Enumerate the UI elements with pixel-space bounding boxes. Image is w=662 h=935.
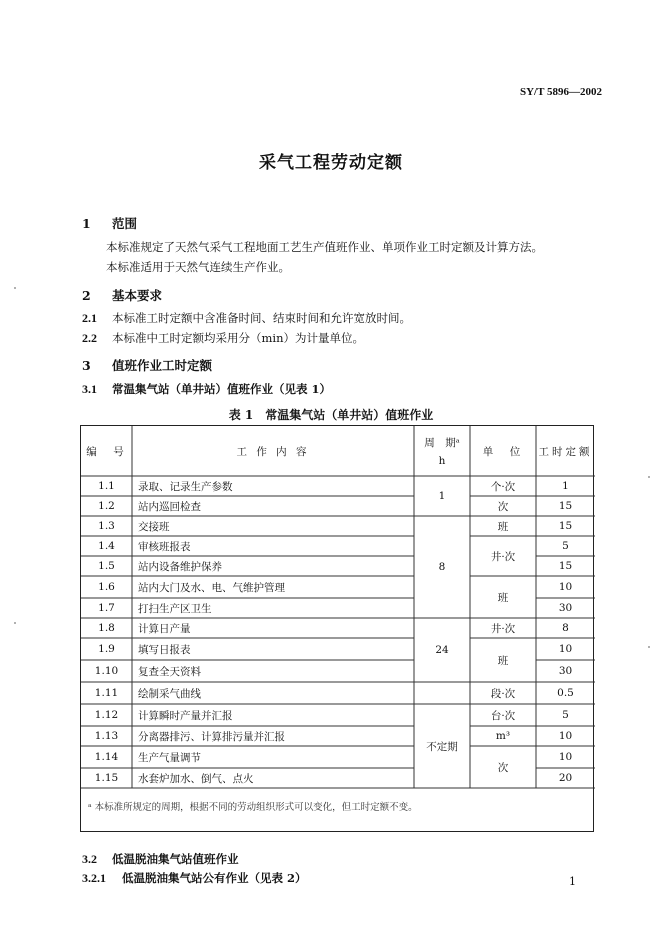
row-number: 1.9: [98, 643, 115, 655]
quota-table: [80, 425, 594, 832]
paragraph: 本标准规定了天然气采气工程地面工艺生产值班作业、单项作业工时定额及计算方法。: [106, 240, 543, 254]
row-number: 1.12: [94, 709, 119, 721]
row-content: 计算瞬时产量并汇报: [138, 709, 233, 722]
header-content: 工 作 内 容: [236, 445, 310, 458]
row-content: 水套炉加水、倒气、点火: [138, 772, 254, 785]
row-number: 1.15: [94, 772, 119, 784]
unit-cell: 台·次: [490, 709, 516, 722]
clause-2-1: [82, 310, 411, 326]
section-title: 基本要求: [112, 288, 163, 303]
unit-cell: m³: [495, 730, 511, 742]
row-quota: 5: [562, 709, 569, 721]
row-number: 1.1: [98, 480, 115, 492]
row-number: 1.7: [98, 602, 115, 614]
clause-3-1: [82, 381, 331, 397]
clause-text: 低温脱油集气站公有作业（见表 2）: [122, 871, 307, 885]
clause-3-2: [82, 851, 239, 867]
row-quota: 20: [558, 772, 573, 784]
clause-number: 3.2: [82, 852, 97, 866]
row-quota: 10: [558, 751, 573, 763]
row-content: 站内设备维护保养: [138, 560, 222, 573]
row-content: 生产气量调节: [138, 751, 201, 764]
section-heading-1: [82, 214, 137, 232]
row-content: 打扫生产区卫生: [138, 602, 212, 615]
row-quota: 10: [558, 730, 573, 742]
page-number: 1: [569, 875, 576, 888]
unit-cell: 个·次: [490, 480, 516, 493]
row-quota: 10: [558, 581, 573, 593]
row-quota: 30: [558, 602, 573, 614]
row-content: 交接班: [138, 520, 170, 533]
row-number: 1.6: [98, 581, 115, 593]
period-cell: 不定期: [426, 740, 458, 753]
row-number: 1.10: [94, 665, 119, 677]
row-content: 站内巡回检查: [138, 500, 201, 513]
row-content: 分离器排污、计算排污量并汇报: [138, 730, 285, 743]
unit-cell: 班: [497, 520, 509, 533]
clause-text: 本标准工时定额中含准备时间、结束时间和允许宽放时间。: [112, 311, 411, 325]
row-content: 站内大门及水、电、气维护管理: [138, 581, 285, 594]
row-number: 1.5: [98, 560, 115, 572]
period-cell: 8: [438, 561, 446, 573]
unit-cell: 班: [497, 654, 509, 667]
clause-text: 常温集气站（单井站）值班作业（见表 1）: [112, 382, 332, 396]
row-quota: 1: [562, 480, 569, 492]
row-quota: 15: [558, 560, 573, 572]
table-caption: 表 1 常温集气站（单井站）值班作业: [228, 408, 434, 422]
row-content: 计算日产量: [138, 622, 191, 635]
scan-speck: [648, 476, 650, 478]
header-quota: 工时定额: [538, 445, 593, 458]
row-number: 1.2: [98, 500, 115, 512]
unit-cell: 次: [497, 761, 509, 774]
row-quota: 0.5: [557, 687, 574, 699]
row-content: 填写日报表: [138, 643, 191, 656]
row-content: 审核班报表: [138, 540, 191, 553]
period-cell: 24: [435, 644, 449, 656]
row-quota: 8: [562, 622, 569, 634]
section-number: 3: [82, 358, 91, 373]
row-content: 绘制采气曲线: [138, 687, 201, 700]
clause-number: 2.1: [82, 311, 97, 325]
row-number: 1.3: [98, 520, 115, 532]
row-number: 1.8: [98, 622, 115, 634]
row-quota: 15: [558, 520, 573, 532]
clause-3-2-1: [82, 870, 307, 886]
standard-code: SY/T 5896—2002: [519, 86, 602, 98]
clause-number: 3.2.1: [82, 871, 106, 885]
table-footnote: ᵃ 本标准所规定的周期，根据不同的劳动组织形式可以变化，但工时定额不变。: [88, 802, 418, 813]
header-period: 周 期ᵃ: [424, 436, 460, 449]
clause-number: 3.1: [82, 382, 97, 396]
row-quota: 30: [558, 665, 573, 677]
scan-speck: [14, 622, 16, 624]
header-unit: 单 位: [482, 445, 524, 458]
header-period-unit: h: [438, 455, 446, 467]
unit-cell: 井·次: [490, 622, 516, 635]
section-title: 值班作业工时定额: [112, 358, 213, 373]
row-number: 1.4: [98, 540, 115, 552]
clause-2-2: [82, 330, 364, 346]
header-number: 编 号: [86, 445, 127, 458]
unit-cell: 次: [497, 500, 509, 513]
section-number: 2: [82, 288, 91, 303]
section-number: 1: [82, 216, 91, 231]
clause-text: 低温脱油集气站值班作业: [112, 852, 239, 866]
unit-cell: 段·次: [490, 687, 516, 700]
row-number: 1.13: [94, 730, 119, 742]
paragraph: 本标准适用于天然气连续生产作业。: [106, 260, 290, 274]
row-number: 1.14: [94, 751, 119, 763]
row-content: 复查全天资料: [138, 665, 201, 678]
row-quota: 15: [558, 500, 573, 512]
scan-speck: [14, 287, 16, 289]
clause-text: 本标准中工时定额均采用分（min）为计量单位。: [112, 331, 364, 345]
row-quota: 10: [558, 643, 573, 655]
section-heading-2: [82, 286, 162, 304]
period-cell: 1: [438, 490, 446, 502]
row-content: 录取、记录生产参数: [138, 480, 233, 493]
page-title: 采气工程劳动定额: [259, 153, 403, 173]
unit-cell: 井·次: [490, 550, 516, 563]
unit-cell: 班: [497, 591, 509, 604]
row-quota: 5: [562, 540, 569, 552]
section-title: 范围: [112, 216, 138, 231]
clause-number: 2.2: [82, 331, 97, 345]
scan-speck: [648, 646, 650, 648]
row-number: 1.11: [94, 687, 119, 699]
section-heading-3: [82, 356, 212, 374]
